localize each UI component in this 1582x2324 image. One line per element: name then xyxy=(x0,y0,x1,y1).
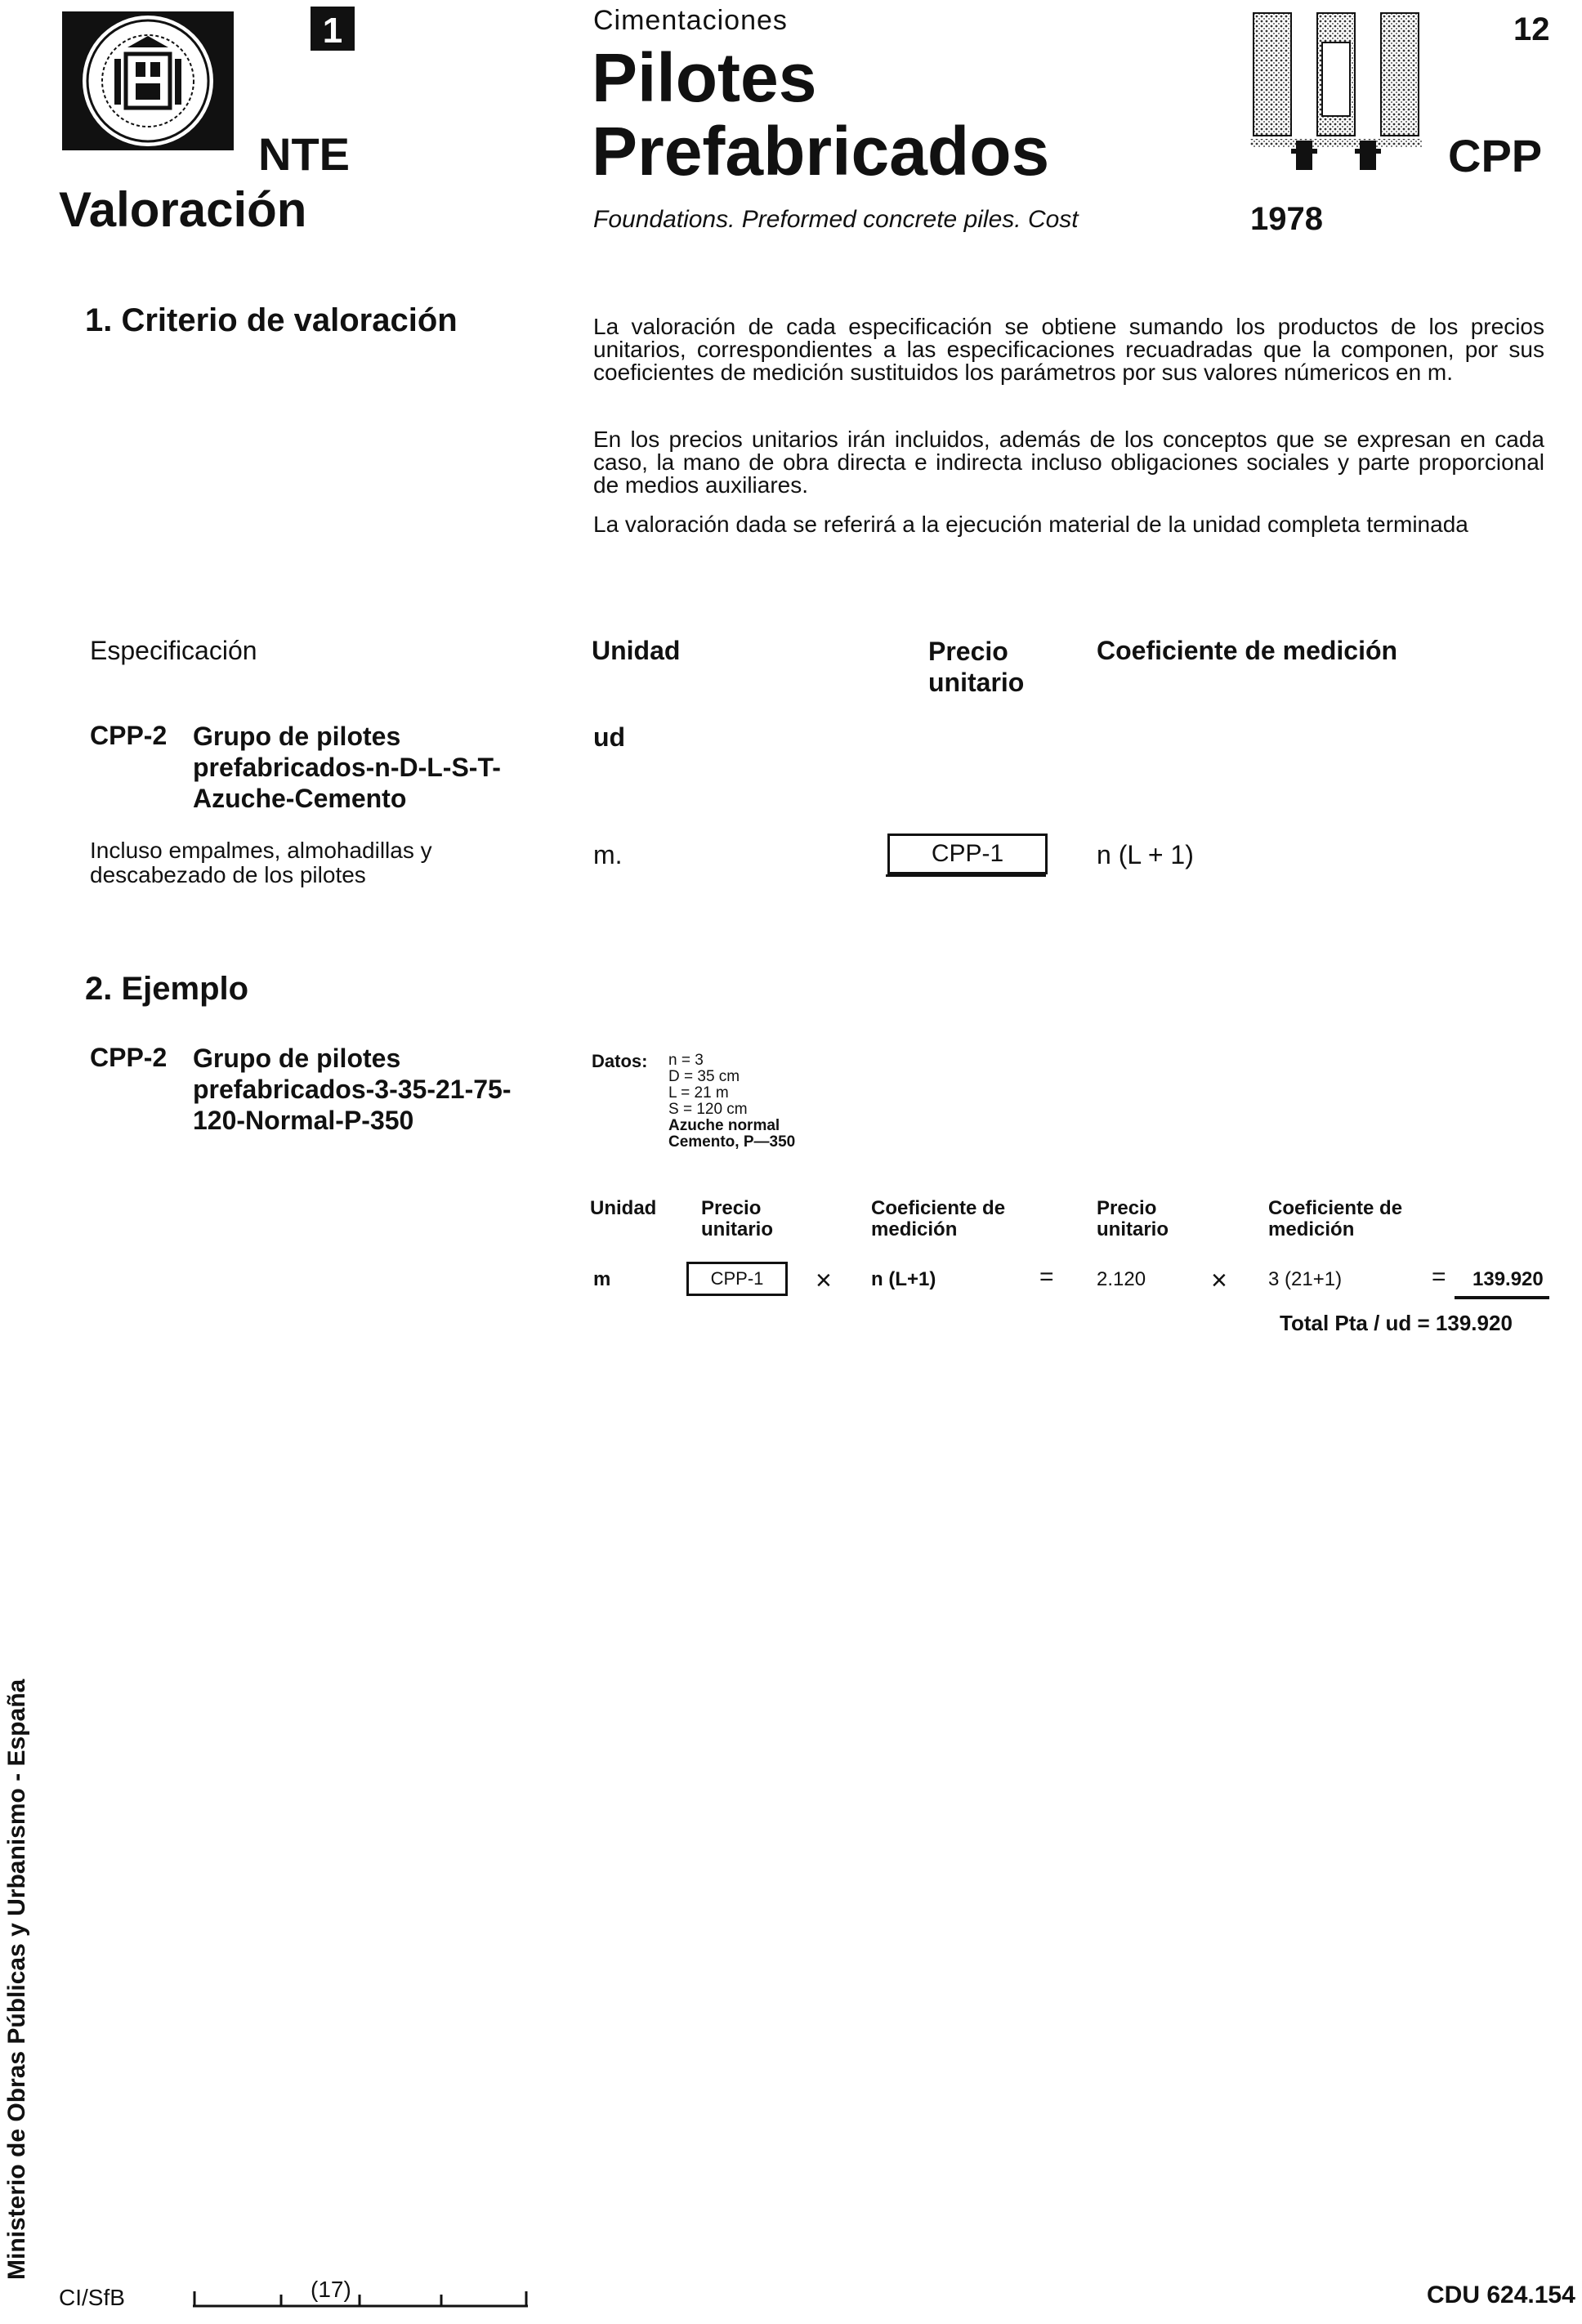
section2-heading: 2. Ejemplo xyxy=(85,971,249,1007)
calc-coef-values: 3 (21+1) xyxy=(1268,1268,1343,1290)
includes-text: Incluso empalmes, almohadillas y descabezado de los pilotes xyxy=(90,838,432,887)
col-header-spec: Especificación xyxy=(90,636,257,665)
datos-item: L = 21 m xyxy=(668,1084,729,1102)
times-sign: × xyxy=(1211,1265,1227,1296)
calc-coef-formula: n (L+1) xyxy=(871,1268,936,1290)
datos-item: Cemento, P—350 xyxy=(668,1133,796,1151)
col-header-coef: Coeficiente de medición xyxy=(1097,636,1398,665)
ministry-seal-icon xyxy=(62,11,234,150)
calc-result: 139.920 xyxy=(1473,1268,1544,1290)
col-header-unidad: Unidad xyxy=(592,636,681,665)
datos-item: Azuche normal xyxy=(668,1117,780,1134)
calc-header-precio-1: Precio unitario xyxy=(701,1197,773,1240)
page-number: 12 xyxy=(1513,11,1550,47)
datos-item: n = 3 xyxy=(668,1052,704,1069)
total-line: Total Pta / ud = 139.920 xyxy=(1280,1311,1513,1335)
spec-code: CPP-2 xyxy=(90,721,168,750)
calc-header-coef-1: Coeficiente de medición xyxy=(871,1197,1006,1240)
spec-unit: ud xyxy=(593,722,626,752)
result-underline xyxy=(1455,1296,1549,1299)
times-sign: × xyxy=(816,1265,832,1296)
document-year: 1978 xyxy=(1250,201,1323,237)
paragraph-3: La valoración dada se referirá a la ejecución material de la unidad completa terminada xyxy=(593,512,1468,537)
equals-sign: = xyxy=(1432,1263,1446,1290)
calc-header-precio-2: Precio unitario xyxy=(1097,1197,1169,1240)
price-box-underline xyxy=(886,874,1046,877)
pile-diagram-icon xyxy=(1250,10,1422,181)
datos-item: D = 35 cm xyxy=(668,1068,740,1085)
calc-price-value: 2.120 xyxy=(1097,1268,1146,1290)
section-label: Valoración xyxy=(59,182,307,237)
example-code: CPP-2 xyxy=(90,1043,168,1072)
page-title-line1: Pilotes xyxy=(592,39,817,116)
equals-sign: = xyxy=(1039,1263,1054,1290)
calc-unit: m xyxy=(593,1268,611,1290)
cisfb-code: (17) xyxy=(311,2277,351,2302)
category-label: Cimentaciones xyxy=(593,5,788,36)
calc-price-box: CPP-1 xyxy=(686,1262,788,1296)
ministry-side-label: Ministerio de Obras Públicas y Urbanismo - España xyxy=(3,1678,30,2280)
series-label: NTE xyxy=(258,128,350,180)
includes-coefficient: n (L + 1) xyxy=(1097,840,1194,869)
datos-item: S = 120 cm xyxy=(668,1101,748,1118)
spec-name: Grupo de pilotes prefabricados-n-D-L-S-T-Azuche-Cemento xyxy=(193,722,501,813)
cisfb-code-bar xyxy=(193,2280,536,2313)
paragraph-2: En los precios unitarios irán incluidos, además de los conceptos que se expresan en cada caso, la mano de obra directa e indirecta incluso obligaciones sociales y parte proporcional de medios auxiliares. xyxy=(593,427,1544,498)
example-name: Grupo de pilotes prefabricados-3-35-21-75-120-Normal-P-350 xyxy=(193,1044,512,1135)
page-title-line2: Prefabricados xyxy=(592,113,1050,190)
datos-label: Datos: xyxy=(592,1051,648,1071)
document-code: CPP xyxy=(1448,130,1543,181)
datos-list xyxy=(668,1053,795,1151)
paragraph-1: La valoración de cada especificación se obtiene sumando los productos de los precios unitarios, correspondientes a las especificaciones recuadradas que la componen, por sus coeficientes de medición sustituidos los parámetros por sus valores númericos en m. xyxy=(593,314,1544,385)
calc-header-unidad: Unidad xyxy=(590,1197,657,1219)
includes-unit: m. xyxy=(593,840,623,869)
calc-header-coef-2: Coeficiente de medición xyxy=(1268,1197,1403,1240)
cdu-code: CDU 624.154 xyxy=(1427,2282,1575,2308)
price-reference-box: CPP-1 xyxy=(887,834,1048,874)
chapter-badge: 1 xyxy=(311,7,355,51)
col-header-precio: Precio unitario xyxy=(928,637,1025,697)
section1-heading: 1. Criterio de valoración xyxy=(85,302,458,338)
cisfb-label: CI/SfB xyxy=(59,2285,125,2310)
page-subtitle: Foundations. Preformed concrete piles. Cost xyxy=(593,206,1079,233)
